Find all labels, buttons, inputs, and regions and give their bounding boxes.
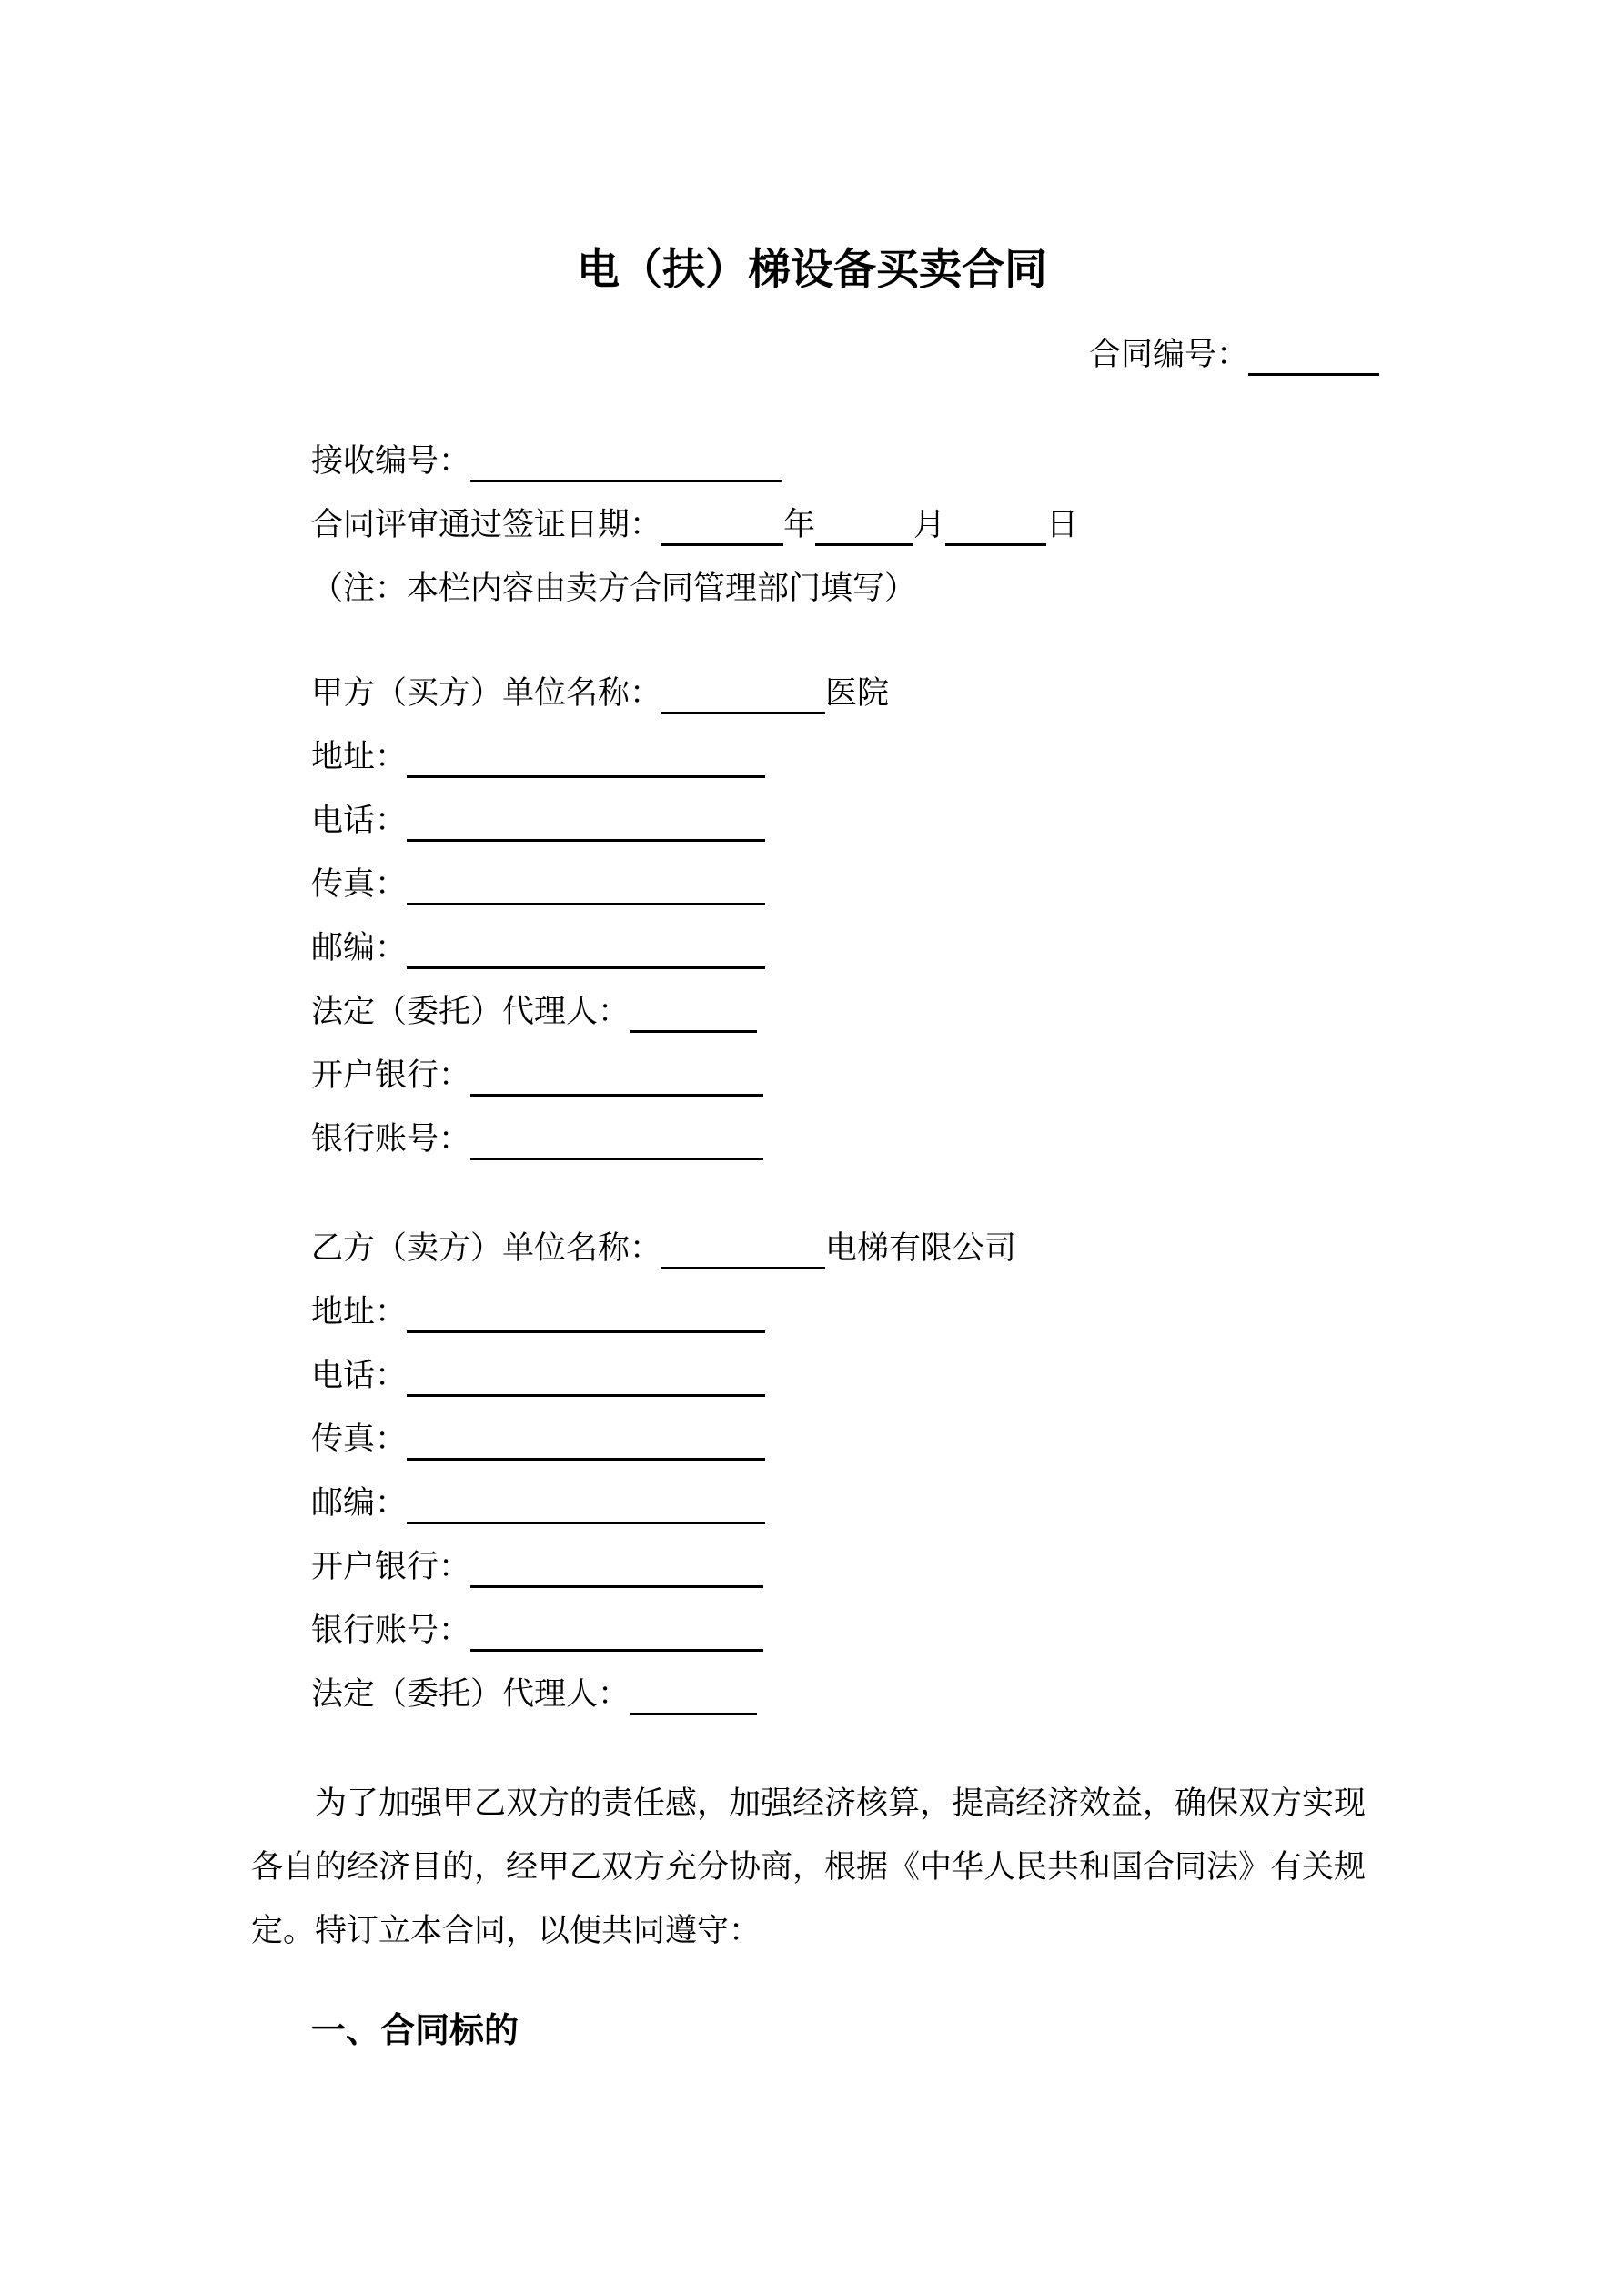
party-a-account-label: 银行账号：	[311, 1121, 471, 1157]
party-a-name-label: 甲方（买方）单位名称：	[311, 675, 662, 711]
party-b-fax-label: 传真：	[311, 1421, 408, 1457]
party-b-fax-blank-line	[407, 1429, 765, 1461]
party-b-name-suffix: 电梯有限公司	[825, 1230, 1017, 1266]
section-heading: 一、合同标的	[311, 2012, 519, 2050]
party-a-zip-label: 邮编：	[311, 930, 408, 966]
party-a-phone-row	[251, 789, 1379, 853]
party-a-name-line	[251, 662, 1379, 725]
admin-note-text: （注：本栏内容由卖方合同管理部门填写）	[311, 571, 917, 606]
preamble-paragraph	[251, 1772, 1379, 1963]
party-a-agent-row	[251, 980, 1379, 1044]
party-b-bank-label: 开户银行：	[311, 1549, 471, 1584]
party-a-bank-label: 开户银行：	[311, 1057, 471, 1093]
party-a-bank-blank-line	[470, 1065, 763, 1097]
party-a-address-blank-line	[407, 746, 765, 778]
party-a-zip-blank-line	[407, 937, 765, 969]
party-a-address-row	[251, 725, 1379, 789]
party-b-account-row	[251, 1599, 1379, 1663]
party-a-fax-label: 传真：	[311, 866, 408, 902]
party-b-name-blank-line	[661, 1238, 825, 1269]
party-b-phone-row	[251, 1344, 1379, 1408]
party-a-account-row	[251, 1108, 1379, 1171]
party-b-address-blank-line	[407, 1301, 765, 1333]
party-b-zip-label: 邮编：	[311, 1485, 408, 1521]
month-label: 月	[913, 507, 946, 542]
party-b-name-line	[251, 1217, 1379, 1280]
party-b-account-label: 银行账号：	[311, 1613, 471, 1648]
preamble-line-2: 各自的经济目的，经甲乙双方充分协商，根据《中华人民共和国合同法》有关规	[251, 1849, 1367, 1885]
party-a-zip-row	[251, 916, 1379, 980]
party-b-phone-blank-line	[407, 1365, 765, 1397]
party-a-phone-blank-line	[407, 810, 765, 842]
party-a-agent-label: 法定（委托）代理人：	[311, 994, 630, 1029]
page-title: 电（扶）梯设备买卖合同	[577, 245, 1047, 293]
contract-no-label: 合同编号：	[1088, 337, 1248, 372]
party-a-fax-blank-line	[407, 874, 765, 905]
party-a-address-label: 地址：	[311, 739, 408, 774]
party-a-account-blank-line	[470, 1128, 763, 1160]
party-b-bank-blank-line	[470, 1556, 763, 1588]
party-b-agent-label: 法定（委托）代理人：	[311, 1676, 630, 1712]
review-day-blank-line	[945, 514, 1046, 546]
review-year-blank-line	[661, 514, 783, 546]
party-b-zip-row	[251, 1472, 1379, 1535]
party-a-bank-row	[251, 1044, 1379, 1108]
review-date-line	[251, 493, 1379, 557]
receive-no-label: 接收编号：	[311, 443, 471, 479]
admin-note-line	[251, 557, 1379, 621]
receive-no-blank-line	[470, 450, 782, 482]
contract-no-line	[251, 323, 1379, 387]
review-month-blank-line	[815, 514, 913, 546]
party-a-name-blank-line	[661, 683, 825, 714]
party-b-fax-row	[251, 1408, 1379, 1472]
contract-no-blank-line	[1248, 344, 1379, 376]
party-a-agent-blank-line	[630, 1001, 757, 1033]
preamble-line-1: 为了加强甲乙双方的责任感，加强经济核算，提高经济效益，确保双方实现	[315, 1785, 1367, 1821]
party-a-name-suffix: 医院	[825, 675, 890, 711]
year-label: 年	[783, 507, 816, 542]
party-b-agent-blank-line	[630, 1684, 757, 1715]
party-b-name-label: 乙方（卖方）单位名称：	[311, 1230, 662, 1266]
party-b-address-row	[251, 1280, 1379, 1344]
page-content	[0, 323, 1624, 2063]
party-a-fax-row	[251, 853, 1379, 916]
day-label: 日	[1046, 507, 1079, 542]
party-b-address-label: 地址：	[311, 1294, 408, 1330]
preamble-line-3: 定。特订立本合同，以便共同遵守：	[251, 1913, 762, 1948]
review-date-label: 合同评审通过签证日期：	[311, 507, 662, 542]
party-b-bank-row	[251, 1535, 1379, 1599]
party-b-account-blank-line	[470, 1620, 763, 1652]
party-a-phone-label: 电话：	[311, 803, 408, 838]
party-b-phone-label: 电话：	[311, 1358, 408, 1393]
receive-no-line	[251, 430, 1379, 493]
party-b-agent-row	[251, 1663, 1379, 1726]
party-b-zip-blank-line	[407, 1492, 765, 1524]
